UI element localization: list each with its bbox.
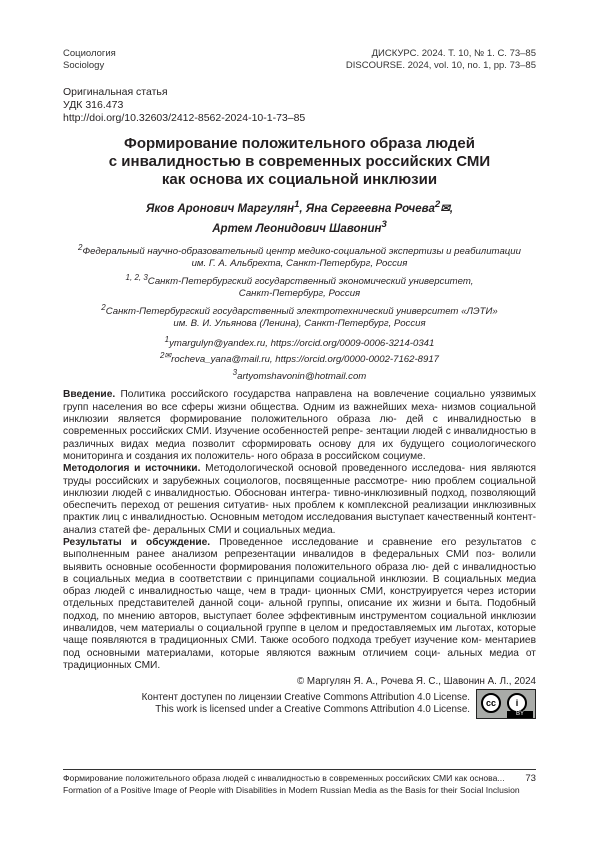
by-label: BY bbox=[507, 711, 533, 718]
author-name: Артем Леонидович Шавонин bbox=[212, 222, 382, 235]
abstract-line: Политика российского государства направлена на вовлечение социально bbox=[120, 389, 486, 401]
title-line: с инвалидностью в современных российских СМИ bbox=[108, 153, 491, 170]
license-block bbox=[63, 689, 536, 719]
affiliation-line: Федеральный научно-образовательный центр медико-социальной экспертизы и реабилитации bbox=[82, 245, 521, 257]
abstract-line: Проведенное исследование и сравнение его результатов bbox=[219, 537, 522, 548]
affiliation-sup: 1, 2, 3 bbox=[125, 272, 148, 282]
abstract-line: низмов социальной инклюзии является формирование положительного образа лю- bbox=[63, 401, 537, 426]
license-text bbox=[142, 692, 470, 716]
section-ru: Социология bbox=[63, 48, 116, 59]
journal-citation bbox=[346, 48, 536, 72]
abstract-line: материалы о социальной группе в целом и предоставляемых им льготах, которые bbox=[141, 623, 536, 635]
contact-sup: 1 bbox=[164, 334, 170, 344]
abstract-line: выступает более эффективным инструментом социальной инклюзии инвалидов, чем bbox=[63, 610, 537, 635]
contact-sup: 3 bbox=[232, 367, 238, 377]
title-line: Формирование положительного образа людей bbox=[124, 135, 475, 152]
affiliation bbox=[63, 272, 536, 301]
citation-ru: ДИСКУРС. 2024. Т. 10, № 1. С. 73–85 bbox=[371, 48, 536, 59]
abstract-heading: Введение. bbox=[63, 389, 116, 401]
affiliation-line: Санкт-Петербургский государственный экономический университет, bbox=[147, 275, 474, 287]
article-type: Оригинальная статья bbox=[63, 86, 168, 98]
abstract-line: альных медиа от традиционных СМИ. bbox=[63, 647, 536, 671]
affiliation-line: Санкт-Петербург, Россия bbox=[238, 288, 361, 300]
contact-text[interactable]: ymargulyn@yandex.ru, https://orcid.org/0009-0006-3214-0341 bbox=[169, 337, 435, 349]
abstract-line: тивно-инклюзивный подход, позволяющий обеспечить переход от решения ситуатив- bbox=[63, 487, 536, 512]
affiliation-sup: 2 bbox=[78, 242, 83, 252]
contact-text[interactable]: artyomshavonin@hotmail.com bbox=[237, 371, 367, 383]
abstract-line: волили выявить основные особенности формирования положительного образа лю- bbox=[63, 549, 536, 573]
abstract-results bbox=[63, 537, 536, 672]
author-name: , Яна Сергеевна Рочева bbox=[299, 202, 435, 215]
abstract-introduction bbox=[63, 389, 536, 463]
abstract bbox=[63, 389, 536, 672]
abstract-line: ционных СМИ, конструируется через истории отдельных представителей данной соци- bbox=[63, 586, 536, 610]
abstract-line: дей с инвалидностью в современных российских СМИ. Изучение особенностей репре- bbox=[63, 414, 536, 438]
abstract-line: основу для их будущего социологического мониторинга и создания их положитель- bbox=[63, 438, 536, 462]
person-icon: i bbox=[507, 693, 527, 713]
author-sup: 2 bbox=[434, 199, 441, 210]
abstract-line: Основным методом исследования выступает качественный контент-анализ статей фе- bbox=[63, 512, 536, 536]
abstract-line: инклюзии. В социальных медиа образ людей с инвалидностью чаще, чем в тради- bbox=[63, 573, 536, 598]
title-line: как основа их социальной инклюзии bbox=[161, 171, 438, 188]
license-ru: Контент доступен по лицензии Creative Commons Attribution 4.0 License. bbox=[141, 692, 470, 704]
authors-line-1 bbox=[63, 197, 536, 217]
abstract-line: с выполненным ранее анализом репрезентации инвалидов в федеральных СМИ поз- bbox=[63, 537, 536, 561]
contact-line bbox=[63, 334, 536, 351]
author-separator: , bbox=[449, 202, 454, 215]
footer-row-en bbox=[63, 785, 536, 797]
authors bbox=[63, 197, 536, 237]
abstract-heading: Методология и источники. bbox=[63, 463, 201, 475]
abstract-line: уязвимых групп населения во все сферы жизни общества. Одним из важнейших меха- bbox=[63, 389, 536, 413]
udc-code: УДК 316.473 bbox=[63, 99, 124, 111]
abstract-line: дей с инвалидностью в социальных медиа в соответствии с принципами социальной bbox=[63, 561, 536, 585]
contact-text[interactable]: rocheva_yana@mail.ru, https://orcid.org/0000-0002-7162-8917 bbox=[171, 354, 440, 366]
envelope-icon: ✉ bbox=[440, 202, 450, 215]
abstract-line: чаще появляются в традиционных СМИ. Также особого подхода требует изучение ком- bbox=[63, 635, 482, 647]
copyright-notice: © Маргулян Я. А., Рочева Я. С., Шавонин А. Л., 2024 bbox=[296, 676, 536, 688]
affiliations bbox=[63, 242, 536, 331]
page-number: 73 bbox=[525, 773, 536, 784]
affiliation bbox=[63, 242, 536, 271]
footer-title-en: Formation of a Positive Image of People with Disabilities in Modern Russian Media as the Basis for their Social Inclusion bbox=[63, 784, 520, 795]
affiliation-line: им. Г. А. Альбрехта, Санкт-Петербург, Россия bbox=[191, 258, 408, 270]
abstract-line: Методологической основой проведенного исследова- bbox=[205, 463, 465, 475]
author-name: Яков Аронович Маргулян bbox=[145, 202, 295, 215]
abstract-line: ментариев под основными материалами, которые являются важным отличием соци- bbox=[63, 635, 536, 659]
doi-link[interactable]: http://doi.org/10.32603/2412-8562-2024-10-1-73–85 bbox=[63, 112, 306, 124]
affiliation-line: им. В. И. Ульянова (Ленина), Санкт-Петербург, Россия bbox=[173, 318, 426, 330]
running-header bbox=[63, 48, 536, 72]
abstract-line: деральных СМИ и социальных медиа. bbox=[153, 524, 336, 536]
abstract-line: ного образа в российском социуме. bbox=[257, 450, 426, 462]
contact-line bbox=[63, 350, 536, 367]
citation-en: DISCOURSE. 2024, vol. 10, no. 1, pp. 73–85 bbox=[345, 60, 536, 71]
abstract-line: зентации людей с инвалидностью в различных видах медиа позволит сформировать bbox=[63, 426, 536, 450]
article-page bbox=[63, 48, 536, 719]
affiliation-line: Санкт-Петербургский государственный электротехнический университет «ЛЭТИ» bbox=[105, 305, 498, 317]
abstract-line: нию проблем социальной инклюзии людей с инвалидностью. Обоснован интегра- bbox=[63, 475, 536, 499]
abstract-line: ных проблем к комплексной реализации инклюзивных практик лиц с инвалидностью. bbox=[63, 500, 536, 524]
contact-sup: 2✉ bbox=[159, 351, 172, 361]
license-en: This work is licensed under a Creative Commons Attribution 4.0 License. bbox=[155, 704, 470, 716]
author-contacts bbox=[63, 334, 536, 384]
abstract-heading: Результаты и обсуждение. bbox=[63, 537, 211, 548]
footer-title-ru: Формирование положительного образа людей с инвалидностью в современных российских СМИ как основа... bbox=[63, 773, 505, 783]
footer-row-ru bbox=[63, 773, 536, 785]
running-footer bbox=[63, 769, 536, 796]
article-title bbox=[63, 135, 536, 189]
article-meta bbox=[63, 86, 536, 125]
author-sup: 1 bbox=[294, 199, 300, 210]
affiliation-sup: 2 bbox=[101, 302, 106, 312]
affiliation bbox=[63, 302, 536, 331]
section-en: Sociology bbox=[63, 60, 105, 71]
contact-line bbox=[63, 367, 536, 384]
author-sup: 3 bbox=[381, 218, 387, 230]
abstract-line: альной группы, описание их жизни и быта. Подобный подход, по мнению авторов, bbox=[63, 598, 536, 622]
abstract-line: ния являются труды российских и зарубежных социологов, посвященные рассмотре- bbox=[63, 463, 536, 487]
authors-line-2 bbox=[63, 217, 536, 237]
section-name bbox=[63, 48, 116, 72]
cc-icon: cc bbox=[481, 693, 501, 713]
abstract-methodology bbox=[63, 463, 536, 537]
cc-by-badge[interactable] bbox=[476, 689, 536, 719]
